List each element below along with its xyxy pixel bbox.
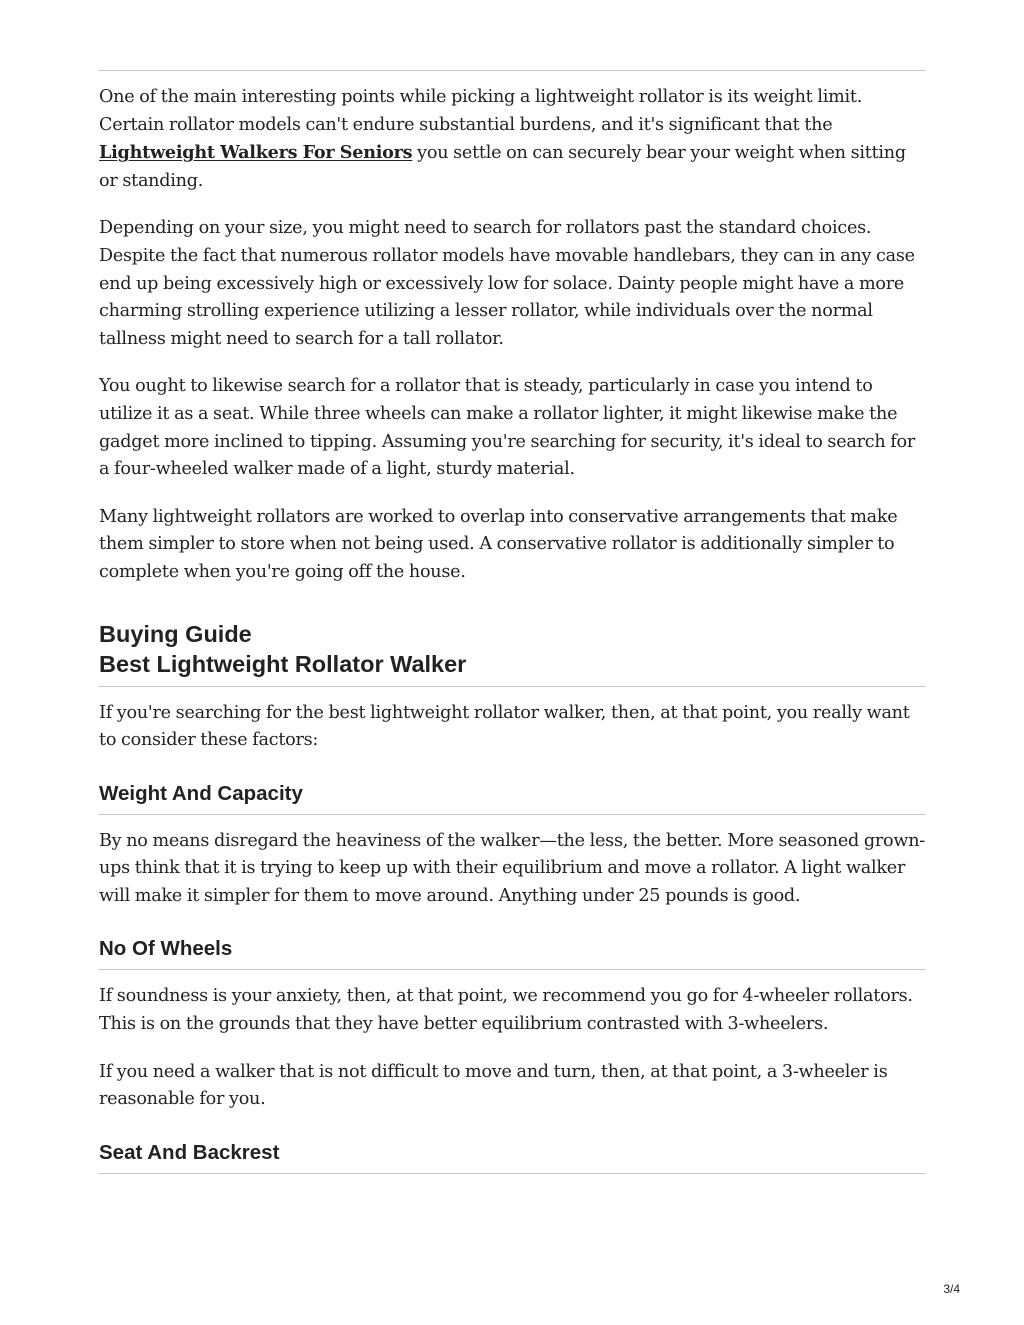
wheels-paragraph-1: If soundness is your anxiety, then, at that point, we recommend you go for 4-wheeler rollators. This is on the grounds that they have better equilibrium contrasted with 3-wheelers. xyxy=(99,986,913,1035)
buying-guide-heading xyxy=(99,619,925,679)
intro-paragraph-1-text-before: One of the main interesting points while picking a lightweight rollator is its weight limit. Certain rollator models can't endure substantial burdens, and it's significant that the xyxy=(99,87,863,135)
document-page xyxy=(99,70,925,1174)
seat-backrest-divider xyxy=(99,1173,925,1174)
seat-backrest-heading: Seat And Backrest xyxy=(99,1140,280,1164)
lightweight-walkers-link[interactable]: Lightweight Walkers For Seniors xyxy=(99,142,413,164)
buying-guide-divider xyxy=(99,686,925,687)
buying-guide-heading-line-2: Best Lightweight Rollator Walker xyxy=(99,650,467,677)
intro-paragraph-1 xyxy=(99,84,925,195)
wheels-heading: No Of Wheels xyxy=(99,937,233,961)
intro-paragraph-2: Depending on your size, you might need to search for rollators past the standard choices. Despite the fact that numerous rollator models have movable handlebars, they can in any case end up being excessively high or excessively low for solace. Dainty people might have a more charming strolling experience utilizing a lesser rollator, while individuals over the normal tallness might need to search for a tall rollator. xyxy=(99,218,915,349)
buying-guide-intro: If you're searching for the best lightweight rollator walker, then, at that point, you really want to consider these factors: xyxy=(99,702,910,751)
weight-capacity-divider xyxy=(99,814,925,815)
intro-paragraph-3: You ought to likewise search for a rollator that is steady, particularly in case you intend to utilize it as a seat. While three wheels can make a rollator lighter, it might likewise make the gadget more inclined to tipping. Assuming you're searching for security, it's ideal to search for a four-wheeled walker made of a light, sturdy material. xyxy=(99,376,916,480)
wheels-divider xyxy=(99,969,925,970)
weight-capacity-heading: Weight And Capacity xyxy=(99,781,303,805)
intro-paragraph-1-text-after: you settle on can securely bear your weight when sitting or standing. xyxy=(99,143,906,191)
intro-paragraph-4: Many lightweight rollators are worked to overlap into conservative arrangements that make them simpler to store when not being used. A conservative rollator is additionally simpler to complete when you're going off the house. xyxy=(99,506,898,582)
weight-capacity-paragraph: By no means disregard the heaviness of the walker—the less, the better. More seasoned grown-ups think that it is trying to keep up with their equilibrium and move a rollator. A light walker will make it simpler for them to move around. Anything under 25 pounds is good. xyxy=(99,830,925,906)
top-divider xyxy=(99,70,925,71)
page-number: 3/4 xyxy=(943,1282,960,1296)
buying-guide-heading-line-1: Buying Guide xyxy=(99,620,252,647)
wheels-paragraph-2: If you need a walker that is not difficult to move and turn, then, at that point, a 3-wheeler is reasonable for you. xyxy=(99,1061,888,1110)
